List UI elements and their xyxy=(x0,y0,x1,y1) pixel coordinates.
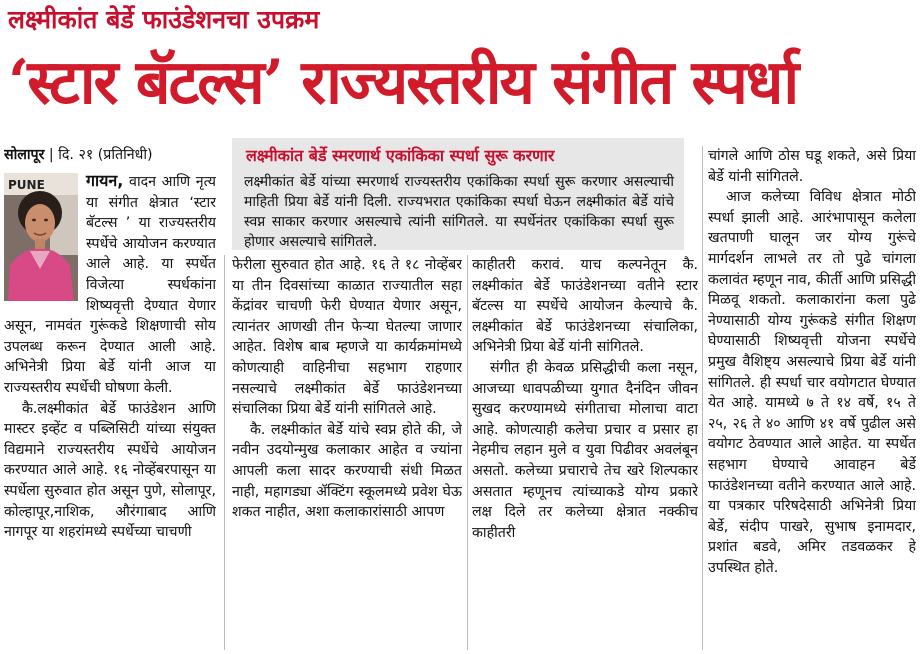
col2-paragraph-2: कै. लक्ष्मीकांत बेर्डे यांचे स्वप्न होते की, जे नवीन उदयोन्मुख कलाकार आहेत व ज्यांना आपली कला सादर करण्याची संधी मिळत नाही, महागड्या ॲक्टिंग स्कूलमध्ये प्रवेश घेऊ शकत नाहीत, अशा कलाकारांसाठी आपण xyxy=(232,421,462,521)
person-photo xyxy=(4,173,78,301)
col3-paragraph-2: संगीत ही केवळ प्रसिद्धीची कला नसून, आजच्या धावपळीच्या युगात दैनंदिन जीवन सुखद करण्यामध्ये संगीताचा मोलाचा वाटा आहे. कोणत्याही कलेचा प्रचार व प्रसार हा नेहमीच लहान मुले व युवा पिढीवर अवलंबून असतो. कलेच्या प्रचाराचे तेच खरे शिल्पकार असतात म्हणूनच त्यांच्याकडे योग्य प्रकारे लक्ष दिले तर कलेच्या क्षेत्रात नक्कीच काहीतरी xyxy=(472,359,698,541)
column-divider xyxy=(702,146,703,650)
sidebar-box xyxy=(232,138,684,250)
dateline xyxy=(4,145,216,165)
kicker: लक्ष्मीकांत बेर्डे फाउंडेशनचा उपक्रम xyxy=(8,5,320,34)
column-divider xyxy=(224,255,225,650)
photo-banner-text: PUNE xyxy=(8,178,45,192)
column-divider xyxy=(467,255,468,650)
col3-paragraph-1: काहीतरी करावं. याच कल्पनेतून कै. लक्ष्मीकांत बेर्डे फाउंडेशनच्या वतीने स्टार बॅटल्स या स्पर्धेचे आयोजन केल्याचे कै. लक्ष्मीकांत बेर्डे फाउंडेशनच्या संचालिका, अभिनेत्री प्रिया बेर्डे यांनी सांगितले. xyxy=(472,257,698,356)
col2-paragraph-1: फेरीला सुरुवात होत आहे. १६ ते १८ नोव्हेंबर या तीन दिवसांच्या काळात राज्यातील सहा केंद्रांवर चाचणी फेरी घेण्यात येणार असून, त्यानंतर आणखी तीन फेऱ्या घेतल्या जाणार आहेत. विशेष बाब म्हणजे या कार्यक्रमांमध्ये कोणत्याही वाहिनीचा सहभाग राहणार नसल्याचे लक्ष्मीकांत बेर्डे फाउंडेशनच्या संचालिका प्रिया बेर्डे यांनी सांगितले आहे. xyxy=(232,257,462,418)
dateline-city: सोलापूर xyxy=(4,147,45,163)
column-4 xyxy=(708,146,916,650)
column-3 xyxy=(472,255,698,650)
sidebar-box-title: लक्ष्मीकांत बेर्डे स्मरणार्थ एकांकिका स्पर्धा सुरू करणार xyxy=(246,146,555,165)
col1-paragraph-1: वादन आणि नृत्य या संगीत क्षेत्रात ‘स्टार बॅटल्स ’ या राज्यस्तरीय स्पर्धेचे आयोजन करण्यात आले आहे. या स्पर्धेत विजेत्या स्पर्धकांना शिष्यवृत्ती देण्यात येणार असून, नामवंत गुरूंकडे शिक्षणाची सोय उपलब्ध करून देण्यात आली आहे. अभिनेत्री प्रिया बेर्डे यांनी आज या राज्यस्तरीय स्पर्धेची घोषणा केली. xyxy=(4,174,216,396)
sidebar-box-body: लक्ष्मीकांत बेर्डे यांच्या स्मरणार्थ राज्यस्तरीय एकांकिका स्पर्धा सुरू करणार असल्याची माहिती प्रिया बेर्डे यांनी दिली. राज्यभरात एकांकिका स्पर्धा घेऊन लक्ष्मीकांत बेर्डे यांचे स्वप्न साकार करणार असल्याचे त्यांनी सांगितले. या स्पर्धेनंतर एकांकिका स्पर्धा सुरू होणार असल्याचे सांगितले. xyxy=(244,174,674,250)
column-1 xyxy=(4,145,216,650)
col1-paragraph-2: कै.लक्ष्मीकांत बेर्डे फाउंडेशन आणि मास्टर इव्हेंट व पब्लिसिटी यांच्या संयुक्त विद्यमाने राज्यस्तरीय स्पर्धेचे आयोजन करण्यात आले आहे. १६ नोव्हेंबरपासून या स्पर्धेला सुरुवात होत असून पुणे, सोलापूर, कोल्हापूर,नाशिक, औरंगाबाद आणि नागपूर या शहरांमध्ये स्पर्धेच्या चाचणी xyxy=(4,400,216,541)
col4-paragraph-1: चांगले आणि ठोस घडू शकते, असे प्रिया बेर्डे यांनी सांगितले. xyxy=(708,148,916,185)
dateline-rest: | दि. २१ (प्रतिनिधी) xyxy=(44,147,153,163)
col4-paragraph-2: आज कलेच्या विविध क्षेत्रात मोठी स्पर्धा झाली आहे. आरंभापासून कलेला खतपाणी घालून जर योग्य गुरूंचे मार्गदर्शन लाभले तर तो पुढे चांगला कलावंत म्हणून नाव, कीर्ती आणि प्रसिद्धी मिळवू शकतो. कलाकारांना कला पुढे नेण्यासाठी योग्य गुरूंकडे संगीत शिक्षण घेण्यासाठी शिष्यवृत्ती योजना स्पर्धेचे प्रमुख वैशिष्ट्य असल्याचे प्रिया बेर्डे यांनी सांगितले. ही स्पर्धा चार वयोगटात घेण्यात येत आहे. यामध्ये ७ ते १४ वर्षे, १५ ते २५, २६ ते ४० आणि ४१ वर्षे पुढील असे वयोगट ठेवण्यात आले आहेत. या स्पर्धेत सहभाग घेण्याचे आवाहन बेर्डे फाउंडेशनच्या वतीने करण्यात आले आहे. या पत्रकार परिषदेसाठी अभिनेत्री प्रिया बेर्डे, संदीप पाखरे, सुभाष इनामदार, प्रशांत बडवे, अमिर तडवळकर हे उपस्थित होते. xyxy=(708,189,916,576)
column-2 xyxy=(232,255,462,650)
headline: ‘स्टार बॅटल्स’ राज्यस्तरीय संगीत स्पर्धा xyxy=(8,47,798,118)
lead-word: गायन, xyxy=(86,171,124,190)
portrait-image xyxy=(4,173,78,301)
